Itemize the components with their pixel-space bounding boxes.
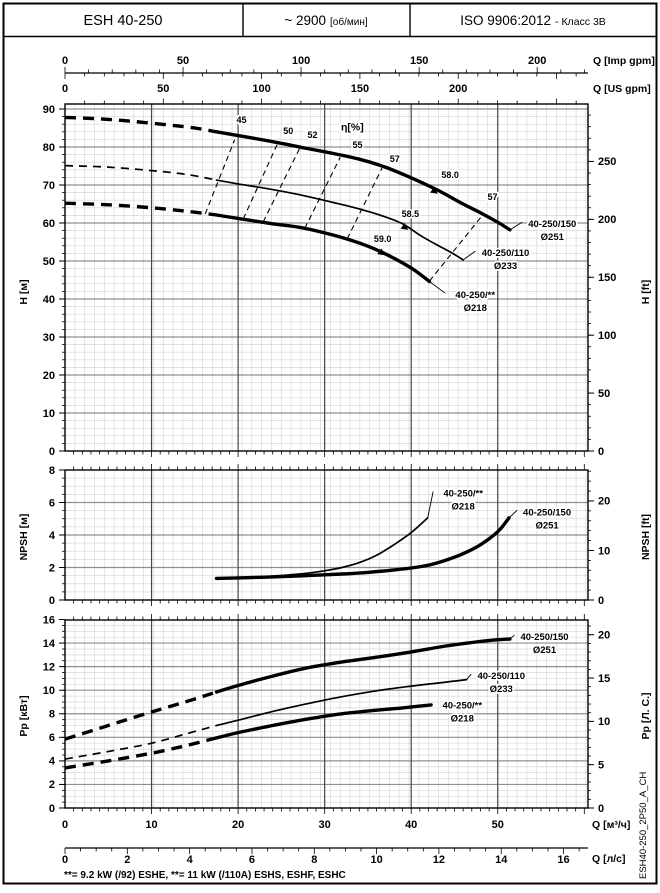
y-right-tick-label: 10 [598,716,611,729]
curve-label: Ø233 [489,684,513,696]
curve-label: Ø251 [535,520,559,532]
bep-label-58.0: 58.0 [441,170,459,181]
y-right-tick-label: 0 [598,802,605,815]
power-left-axis-title: Pр [кВт] [18,695,30,737]
y-left-tick-label: 50 [42,255,55,268]
ls-tick-label: 2 [124,854,131,866]
pump-curve-dashed-40-250/**218 [65,738,217,768]
curve-label: 40-250/150 [523,507,572,519]
y-left-tick-label: 90 [42,103,55,116]
curve-label: 40-250/** [455,290,496,302]
watermark: ESH40-250_2P50_A_CH [638,771,649,879]
y-left-tick-label: 0 [48,594,55,607]
y-left-tick-label: 2 [48,779,55,792]
pump-model-title: ESH 40-250 [83,13,163,29]
curve-label: Ø251 [540,232,564,244]
y-right-tick-label: 15 [598,672,611,685]
label-leader [463,251,475,260]
head-left-axis-title: H [м] [18,279,30,305]
efficiency-label-45: 45 [236,115,247,126]
efficiency-label-57: 57 [389,153,400,164]
y-left-tick-label: 80 [42,141,55,154]
y-left-tick-label: 10 [42,407,55,420]
curve-label: Ø218 [463,303,487,315]
y-right-tick-label: 100 [598,329,617,342]
y-left-tick-label: 6 [48,497,55,510]
y-left-tick-label: 16 [42,614,55,627]
imp-gpm-tick-label: 200 [528,55,547,67]
y-left-tick-label: 4 [48,529,55,542]
us-gpm-tick-label: 150 [350,83,370,95]
y-left-tick-label: 0 [48,445,55,458]
y-left-tick-label: 30 [42,331,55,344]
y-right-tick-label: 0 [598,594,605,607]
pump-curve-dashed-40-250/150251 [65,117,217,131]
imp-gpm-axis-label: Q [Imp gpm] [593,55,655,67]
npsh-right-axis-title: NPSH [ft] [640,513,652,561]
efficiency-line-45 [205,140,234,214]
us-gpm-tick-label: 200 [449,83,468,95]
us-gpm-tick-label: 100 [252,83,271,95]
imp-gpm-tick-label: 50 [176,55,190,67]
y-left-tick-label: 12 [42,661,55,674]
pump-speed-value: ~ 2900 [284,13,327,28]
y-right-tick-label: 50 [598,387,611,400]
y-right-tick-label: 200 [598,214,617,227]
us-gpm-axis-label: Q [US gpm] [593,83,651,95]
ls-tick-label: 0 [61,854,69,866]
m3h-tick-label: 10 [145,819,158,831]
charts-layer [43,55,617,866]
y-left-tick-label: 60 [42,217,55,230]
y-left-tick-label: 8 [48,708,55,721]
y-left-tick-label: 14 [42,637,55,650]
y-right-tick-label: 150 [598,272,617,285]
ls-tick-label: 6 [248,854,256,866]
ls-tick-label: 8 [311,854,318,866]
efficiency-label-50: 50 [283,126,294,137]
efficiency-label-57: 57 [487,191,498,202]
y-left-tick-label: 10 [42,685,55,697]
curve-label: 40-250/110 [477,671,525,683]
y-left-tick-label: 20 [42,369,55,382]
standard-name: ISO 9906:2012 [460,13,552,28]
ls-tick-label: 12 [432,854,446,866]
ls-tick-label: 16 [557,854,570,866]
npsh-left-axis-title: NPSH [м] [18,513,30,561]
label-leader [509,510,517,518]
curve-label: 40-250/150 [520,632,569,644]
efficiency-axis-title: η[%] [340,121,364,134]
y-left-tick-label: 4 [48,755,55,768]
ls-tick-label: 14 [495,854,508,866]
bep-label-58.5: 58.5 [401,208,420,219]
m3h-axis-label: Q [м³/ч] [592,819,631,831]
ls-tick-label: 4 [186,854,193,866]
m3h-tick-label: 50 [491,819,504,831]
y-left-tick-label: 2 [48,562,55,575]
standard-reference [460,13,606,28]
y-right-tick-label: 20 [598,495,611,508]
ls-axis-label: Q [л/с] [592,853,626,865]
curve-label: 40-250/** [442,700,483,712]
curve-label: 40-250/** [443,488,483,500]
standard-class: - Класс 3В [555,16,606,28]
pump-speed-unit: [об/мин] [330,17,368,28]
m3h-tick-label: 20 [231,819,245,831]
y-left-tick-label: 40 [42,293,55,306]
curve-label: 40-250/110 [481,248,530,260]
ls-tick-label: 10 [370,854,383,866]
pump-curve-40-250/110233 [217,680,467,726]
imp-gpm-tick-label: 100 [291,55,311,67]
bep-label-59.0: 59.0 [373,234,392,244]
y-right-tick-label: 20 [598,629,611,642]
y-left-tick-label: 8 [48,464,55,477]
curve-label: Ø251 [532,645,557,657]
m3h-tick-label: 30 [318,819,331,831]
y-right-tick-label: 0 [598,445,605,458]
pump-speed [284,13,368,28]
us-gpm-tick-label: 50 [157,83,170,95]
y-right-tick-label: 10 [598,545,611,558]
y-left-tick-label: 70 [42,179,55,192]
curve-label: Ø233 [493,261,518,273]
efficiency-label-52: 52 [307,129,318,140]
us-gpm-tick-label: 0 [61,83,69,95]
m3h-tick-label: 0 [61,819,69,831]
pump-curve-dashed-40-250/110233 [65,166,217,181]
m3h-tick-label: 40 [405,819,418,831]
head-right-axis-title: H [ft] [640,279,652,305]
y-right-tick-label: 5 [598,759,605,772]
y-right-tick-label: 250 [598,156,617,169]
footnote: **= 9.2 kW (/92) ESHE, **= 11 kW (/110A) ESHS, ESHF, ESHC [64,870,346,881]
efficiency-line-57 [429,215,483,282]
pump-curve-40-250/**218 [217,215,430,282]
power-right-axis-title: Pр [Л. С.] [640,692,652,740]
imp-gpm-tick-label: 150 [409,55,429,67]
efficiency-label-55: 55 [352,140,363,151]
curve-label: Ø218 [450,713,474,725]
y-left-tick-label: 6 [48,732,55,745]
pump-curve-dashed-40-250/**218 [65,203,217,215]
curve-label: 40-250/150 [528,219,577,231]
curve-label: Ø218 [451,501,475,513]
imp-gpm-tick-label: 0 [61,55,69,67]
y-left-tick-label: 0 [48,802,55,815]
